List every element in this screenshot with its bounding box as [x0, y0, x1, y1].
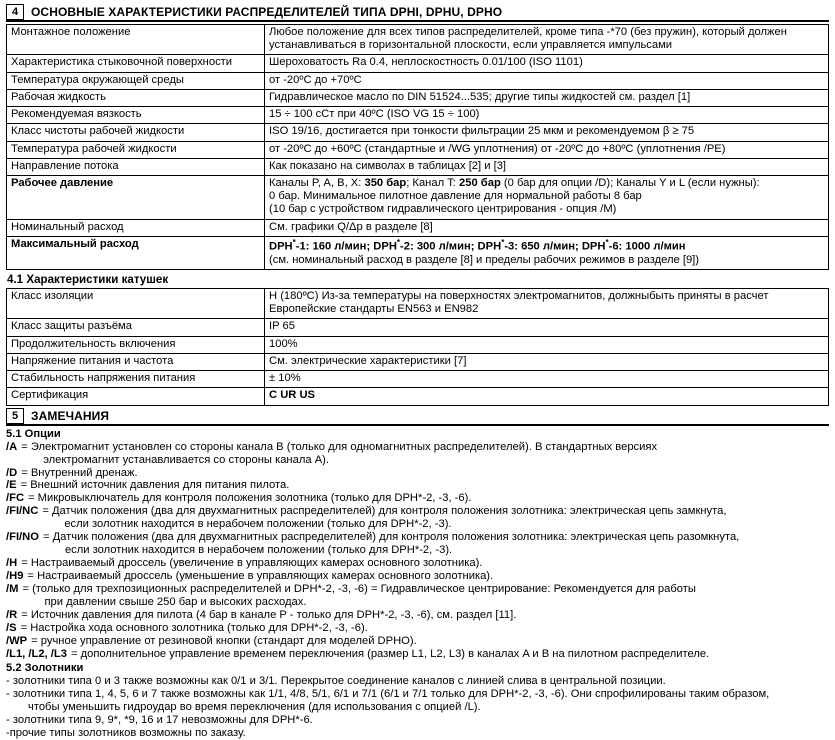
maxflow-prefix-2: ; DPH — [366, 240, 397, 253]
option-text — [43, 531, 829, 557]
table-row — [7, 89, 829, 106]
option-item — [6, 441, 829, 467]
spool-item — [6, 727, 829, 740]
row-label: Монтажное положение — [7, 25, 265, 55]
row-label: Номинальный расход — [7, 219, 265, 236]
section-5-2-title: 5.2 Золотники — [6, 662, 84, 675]
row-value: IP 65 — [265, 319, 829, 336]
spool-text: - золотники типа 9, 9*, *9, 16 и 17 невозможны для DPH*-6. — [6, 714, 313, 727]
maxflow-value-2: 300 л/мин — [416, 240, 471, 253]
option-text-cont: электромагнит устанавливается со стороны канала A). — [43, 453, 329, 466]
spool-text: - золотники типа 0 и 3 также возможны как 0/1 и 3/1. Перекрытое соединение каналов с линией слива в центральной позиции. — [6, 675, 666, 688]
table-row — [7, 25, 829, 55]
row-label: Рабочая жидкость — [7, 89, 265, 106]
row-label: Характеристика стыковочной поверхности — [7, 55, 265, 72]
section-4-header — [6, 4, 829, 22]
maxflow-prefix-3: ; DPH — [470, 240, 502, 253]
section-4-1-title: 4.1 Характеристики катушек — [7, 273, 169, 287]
maxflow-label-1: -1: — [295, 240, 313, 253]
row-value: См. графики Q/Δp в разделе [8] — [265, 219, 829, 236]
option-text-main: = Датчик положения (два для двухмагнитных распределителей) для контроля положения золотника: электрическая цепь разомкнута, — [42, 531, 740, 544]
table-row — [7, 55, 829, 72]
row-value: ISO 19/16, достигается при тонкости фильтрации 25 мкм и рекомендуемом β ≥ 75 — [265, 124, 829, 141]
spec-table-main — [6, 24, 829, 270]
maxflow-value-3: 650 л/мин — [521, 240, 575, 253]
notes-block — [6, 428, 829, 740]
section-4-title: ОСНОВНЫЕ ХАРАКТЕРИСТИКИ РАСПРЕДЕЛИТЕЛЕЙ ТИПА DPHI, DPHU, DPHO — [31, 5, 503, 19]
row-value: от -20ºC до +60ºC (стандартные и /WG уплотнения) от -20ºC до +80ºC (уплотнения /PE) — [265, 141, 829, 158]
table-row — [7, 289, 829, 319]
row-label: Сертификация — [7, 388, 265, 405]
option-item — [6, 467, 829, 480]
section-5-title: ЗАМЕЧАНИЯ — [31, 408, 110, 423]
row-value — [265, 175, 829, 219]
pressure-line1-c: ; Канал T: — [406, 176, 460, 189]
maxflow-label-4: -6: — [608, 240, 626, 253]
option-key: /S — [6, 622, 17, 635]
option-text — [21, 441, 829, 467]
row-label: Рекомендуемая вязкость — [7, 107, 265, 124]
table-row — [7, 336, 829, 353]
row-value: от -20ºC до +70ºC — [265, 72, 829, 89]
pressure-line1-e: (0 бар для опции /D); Каналы Y и L (если нужны): — [500, 176, 760, 189]
row-value: 100% — [265, 336, 829, 353]
table-row-pressure — [7, 175, 829, 219]
row-label: Класс чистоты рабочей жидкости — [7, 124, 265, 141]
option-item — [6, 570, 829, 583]
option-item — [6, 557, 829, 570]
maxflow-value-1: 160 л/мин — [312, 240, 367, 253]
row-value: См. электрические характеристики [7] — [265, 353, 829, 370]
option-text: = Внутренний дренаж. — [21, 466, 138, 479]
table-row — [7, 141, 829, 158]
option-key: /D — [6, 466, 18, 479]
option-text-cont: если золотник находится в нерабочем положении (только для DPH*-2, -3). — [64, 544, 453, 557]
maxflow-note: (см. номинальный расход в разделе [8] и пределы рабочих режимов в разделе [9]) — [269, 253, 699, 266]
row-value: Шероховатость Ra 0.4, неплоскостность 0.01/100 (ISO 1101) — [265, 55, 829, 72]
option-key: /FI/NC — [6, 505, 39, 518]
option-text-main: = (только для трехпозиционных распределителей и DPH*-2, -3, -6) = Гидравлическое центрирование: Рекомендуется для работы — [22, 583, 696, 596]
table-row — [7, 124, 829, 141]
table-row — [7, 72, 829, 89]
maxflow-label-2: -2: — [400, 240, 417, 253]
table-row — [7, 388, 829, 405]
maxflow-star-4: * — [605, 237, 609, 247]
pressure-line1-a: Каналы P, A, B, X: — [269, 176, 365, 189]
maxflow-prefix-1: DPH — [269, 240, 293, 253]
row-value: H (180ºC) Из-за температуры на поверхностях электромагнитов, должныбыть приняты в расчет Европейские стандарты EN563 и EN982 — [265, 289, 829, 319]
option-item — [6, 583, 829, 609]
section-5-header — [6, 408, 829, 426]
option-text-cont: при давлении свыше 250 бар и высоких расходах. — [44, 596, 307, 609]
option-item — [6, 648, 829, 661]
maxflow-value-4: 1000 л/мин — [625, 240, 686, 253]
option-key: /WP — [6, 635, 28, 648]
option-text: = Настраиваемый дроссель (увеличение в управляющих камерах основного золотника). — [21, 557, 483, 570]
row-value: C UR US — [265, 388, 829, 405]
row-label: Рабочее давление — [7, 175, 265, 219]
section-4-number: 4 — [6, 4, 24, 20]
row-value: Любое положение для всех типов распределителей, кроме типа -*70 (без пружин), который должен устанавливаться в горизонтальной плоскости, если управляется импульсами — [265, 25, 829, 55]
spool-item — [6, 688, 829, 714]
row-value: Как показано на символах в таблицах [2] и [3] — [265, 158, 829, 175]
maxflow-label-3: -3: — [504, 240, 522, 253]
spool-text-cont: чтобы уменьшить гидроудар во время переключения (для использования с опцией /L). — [28, 701, 481, 714]
row-label: Класс изоляции — [7, 289, 265, 319]
spool-text: -прочие типы золотников возможны по заказу. — [6, 727, 246, 740]
option-text — [42, 505, 829, 531]
option-item — [6, 492, 829, 505]
option-key: /FC — [6, 492, 25, 505]
section-5-1-title: 5.1 Опции — [6, 427, 61, 440]
option-key: /E — [6, 479, 17, 492]
option-item — [6, 505, 829, 531]
table-row — [7, 219, 829, 236]
option-text: = Внешний источник давления для питания пилота. — [20, 479, 290, 492]
table-row — [7, 371, 829, 388]
pressure-value-t: 250 бар — [459, 176, 501, 189]
row-label: Температура окружающей среды — [7, 72, 265, 89]
option-text-main: = Электромагнит установлен со стороны канала B (только для одномагнитных распределителей). В стандартных версиях — [21, 440, 658, 453]
spool-item — [6, 675, 829, 688]
row-label: Напряжение питания и частота — [7, 353, 265, 370]
spool-text: - золотники типа 1, 4, 5, 6 и 7 также возможны как 1/1, 4/8, 5/1, 6/1 и 7/1 (6/1 и 7/1 только для DPH*-2, -3, -6). Они спрофилированы таким образом, — [6, 688, 770, 701]
maxflow-star-3: * — [501, 237, 505, 247]
table-row — [7, 107, 829, 124]
option-text: = ручное управление от резиновой кнопки (стандарт для моделей DPHO). — [31, 635, 417, 648]
option-text: = Микровыключатель для контроля положения золотника (только для DPH*-2, -3, -6). — [28, 492, 472, 505]
row-label: Температура рабочей жидкости — [7, 141, 265, 158]
table-row — [7, 158, 829, 175]
spool-item — [6, 714, 829, 727]
table-row — [7, 319, 829, 336]
option-item — [6, 635, 829, 648]
pressure-line3: (10 бар с устройством гидравлического центрирования - опция /M) — [269, 203, 617, 216]
option-text: = Источник давления для пилота (4 бар в канале P - только для DPH*-2, -3, -6), см. раздел [11]. — [21, 609, 517, 622]
pressure-value-pabx: 350 бар — [364, 176, 407, 189]
row-value: Гидравлическое масло по DIN 51524...535; другие типы жидкостей см. раздел [1] — [265, 89, 829, 106]
row-label: Стабильность напряжения питания — [7, 371, 265, 388]
option-item — [6, 609, 829, 622]
row-value: ± 10% — [265, 371, 829, 388]
option-key: /L1, /L2, /L3 — [6, 648, 67, 661]
option-key: /R — [6, 609, 18, 622]
row-label: Максимальный расход — [7, 236, 265, 269]
section-5-number: 5 — [6, 408, 24, 424]
maxflow-star-2: * — [396, 237, 401, 247]
row-label: Направление потока — [7, 158, 265, 175]
maxflow-star-1: * — [292, 237, 296, 247]
option-text: = дополнительное управление временем переключения (размер L1, L2, L3) в каналах A и B на пилотном распределителе. — [70, 648, 710, 661]
row-value — [265, 236, 829, 269]
option-item — [6, 479, 829, 492]
row-label: Продолжительность включения — [7, 336, 265, 353]
option-text: = Настраиваемый дроссель (уменьшение в управляющих камерах основного золотника). — [27, 570, 494, 583]
pressure-line2: 0 бар. Минимальное пилотное давление для нормальной работы 8 бар — [269, 190, 642, 203]
option-key: /H — [6, 557, 18, 570]
table-row-maxflow — [7, 236, 829, 269]
option-item — [6, 622, 829, 635]
option-text-cont: если золотник находится в нерабочем положении (только для DPH*-2, -3). — [64, 518, 452, 531]
row-label: Класс защиты разъёма — [7, 319, 265, 336]
option-item — [6, 531, 829, 557]
option-text: = Настройка хода основного золотника (только для DPH*-2, -3, -6). — [20, 622, 368, 635]
option-key: /FI/NO — [6, 531, 39, 544]
option-text-main: = Датчик положения (два для двухмагнитных распределителей) для контроля положения золотника: электрическая цепь замкнута, — [42, 505, 727, 518]
option-key: /M — [6, 583, 19, 596]
spec-table-coils — [6, 288, 829, 406]
option-key: /A — [6, 440, 18, 453]
option-key: /H9 — [6, 570, 24, 583]
table-row — [7, 353, 829, 370]
maxflow-prefix-4: ; DPH — [575, 240, 606, 253]
row-value: 15 ÷ 100 сСт при 40ºC (ISO VG 15 ÷ 100) — [265, 107, 829, 124]
option-text — [22, 583, 829, 609]
